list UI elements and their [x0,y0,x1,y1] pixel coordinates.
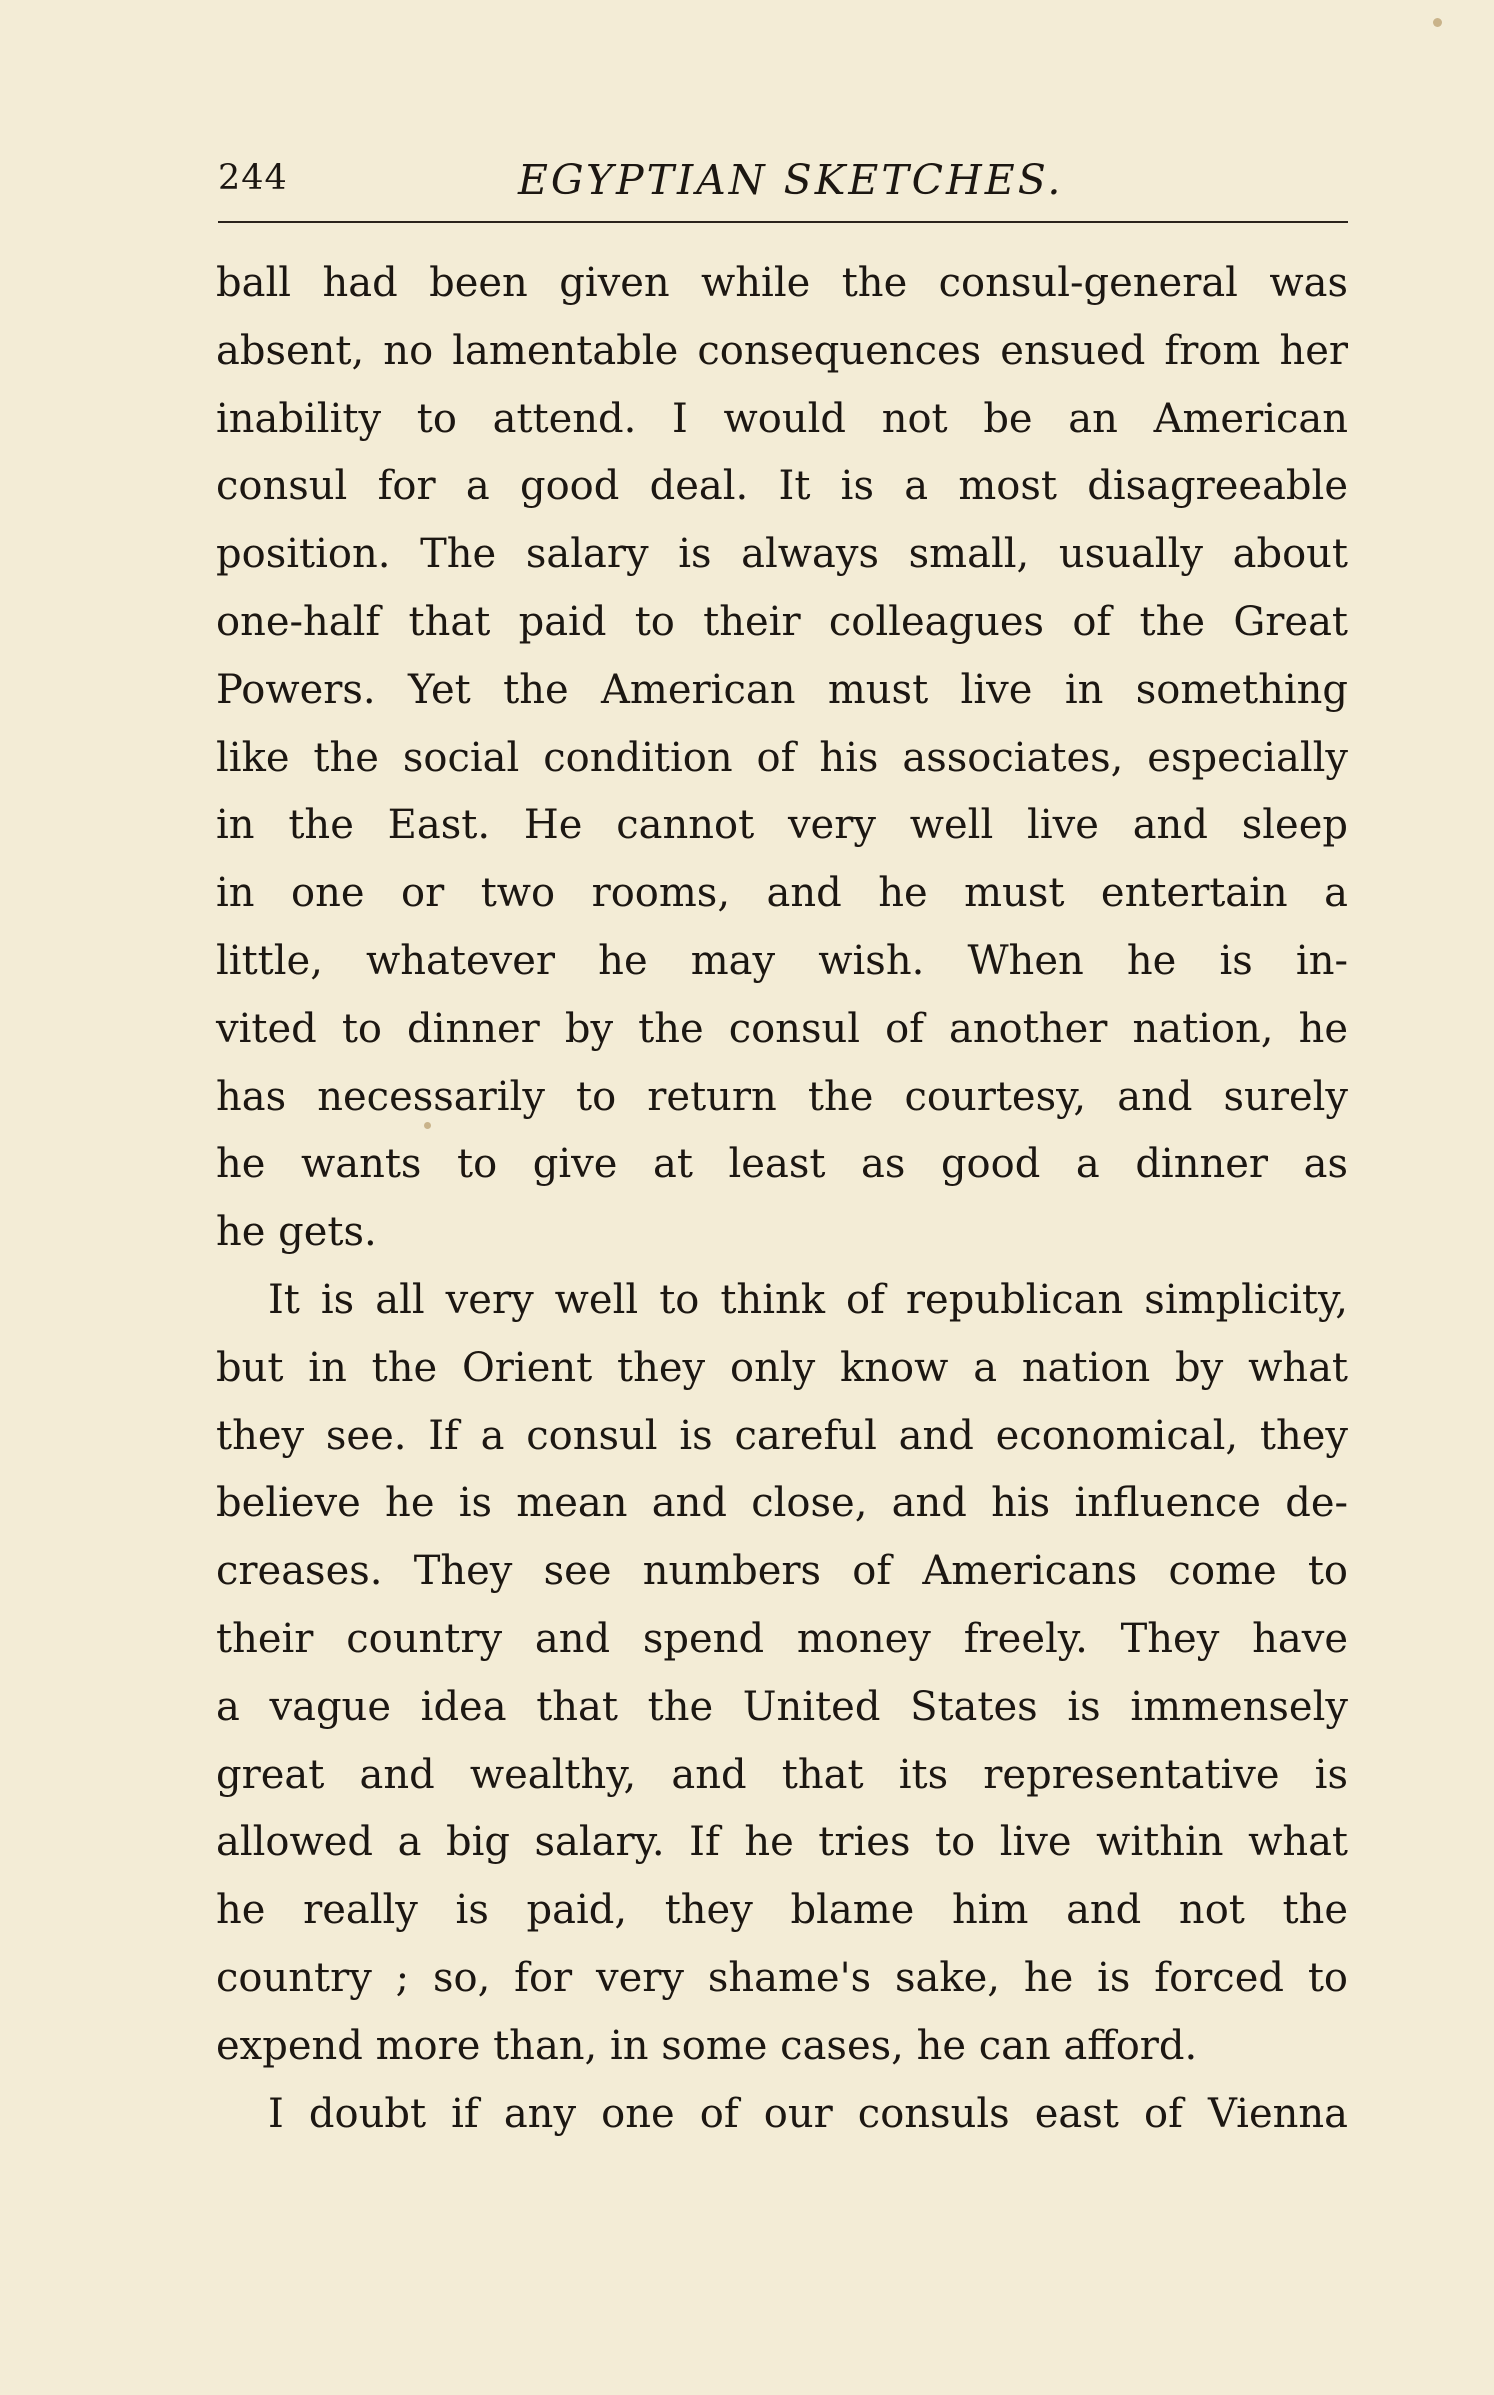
body-text [216,250,1348,2148]
text-line: It is all very well to think of republican simplicity, [268,1276,1348,1323]
page-number: 244 [218,158,288,198]
text-line: ball had been given while the consul-general was [216,260,1348,306]
text-line: allowed a big salary. If he tries to live within what [216,1819,1348,1866]
text-line: has necessarily to return the courtesy, and surely [216,1073,1348,1120]
text-line: position. The salary is always small, usually about [216,531,1348,578]
text-line: inability to attend. I would not be an American [216,395,1348,442]
text-line: like the social condition of his associates, especially [216,734,1348,781]
text-line: their country and spend money freely. They have [216,1615,1348,1662]
text-line: expend more than, in some cases, he can afford. [216,2022,1198,2069]
text-line: absent, no lamentable consequences ensued from her [216,327,1348,374]
paper-speck [1433,18,1442,27]
text-line: they see. If a consul is careful and economical, they [216,1412,1348,1459]
text-line: country ; so, for very shame's sake, he is forced to [216,1954,1348,2001]
text-line: in one or two rooms, and he must entertain a [216,870,1348,917]
text-line: consul for a good deal. It is a most disagreeable [216,463,1348,510]
text-line: one-half that paid to their colleagues of the Great [216,598,1348,645]
text-line: little, whatever he may wish. When he is in- [216,937,1348,984]
text-line: I doubt if any one of our consuls east of Vienna [268,2090,1348,2137]
header-rule [218,221,1348,223]
text-line: vited to dinner by the consul of another nation, he [216,1005,1348,1052]
text-line: believe he is mean and close, and his influence de- [216,1480,1348,1527]
text-line: a vague idea that the United States is immensely [216,1683,1348,1730]
text-line: he gets. [216,1209,377,1256]
text-line: Powers. Yet the American must live in something [216,666,1348,713]
text-line: he wants to give at least as good a dinner as [216,1141,1348,1188]
running-head: EGYPTIAN SKETCHES. [518,156,1064,204]
text-line: he really is paid, they blame him and not the [216,1887,1348,1934]
text-line: creases. They see numbers of Americans come to [216,1548,1348,1595]
text-line: great and wealthy, and that its representative is [216,1751,1348,1798]
text-line: but in the Orient they only know a nation by what [216,1344,1348,1391]
paper-speck [424,1122,431,1129]
page-header [218,158,1348,208]
text-line: in the East. He cannot very well live and sleep [216,802,1348,849]
